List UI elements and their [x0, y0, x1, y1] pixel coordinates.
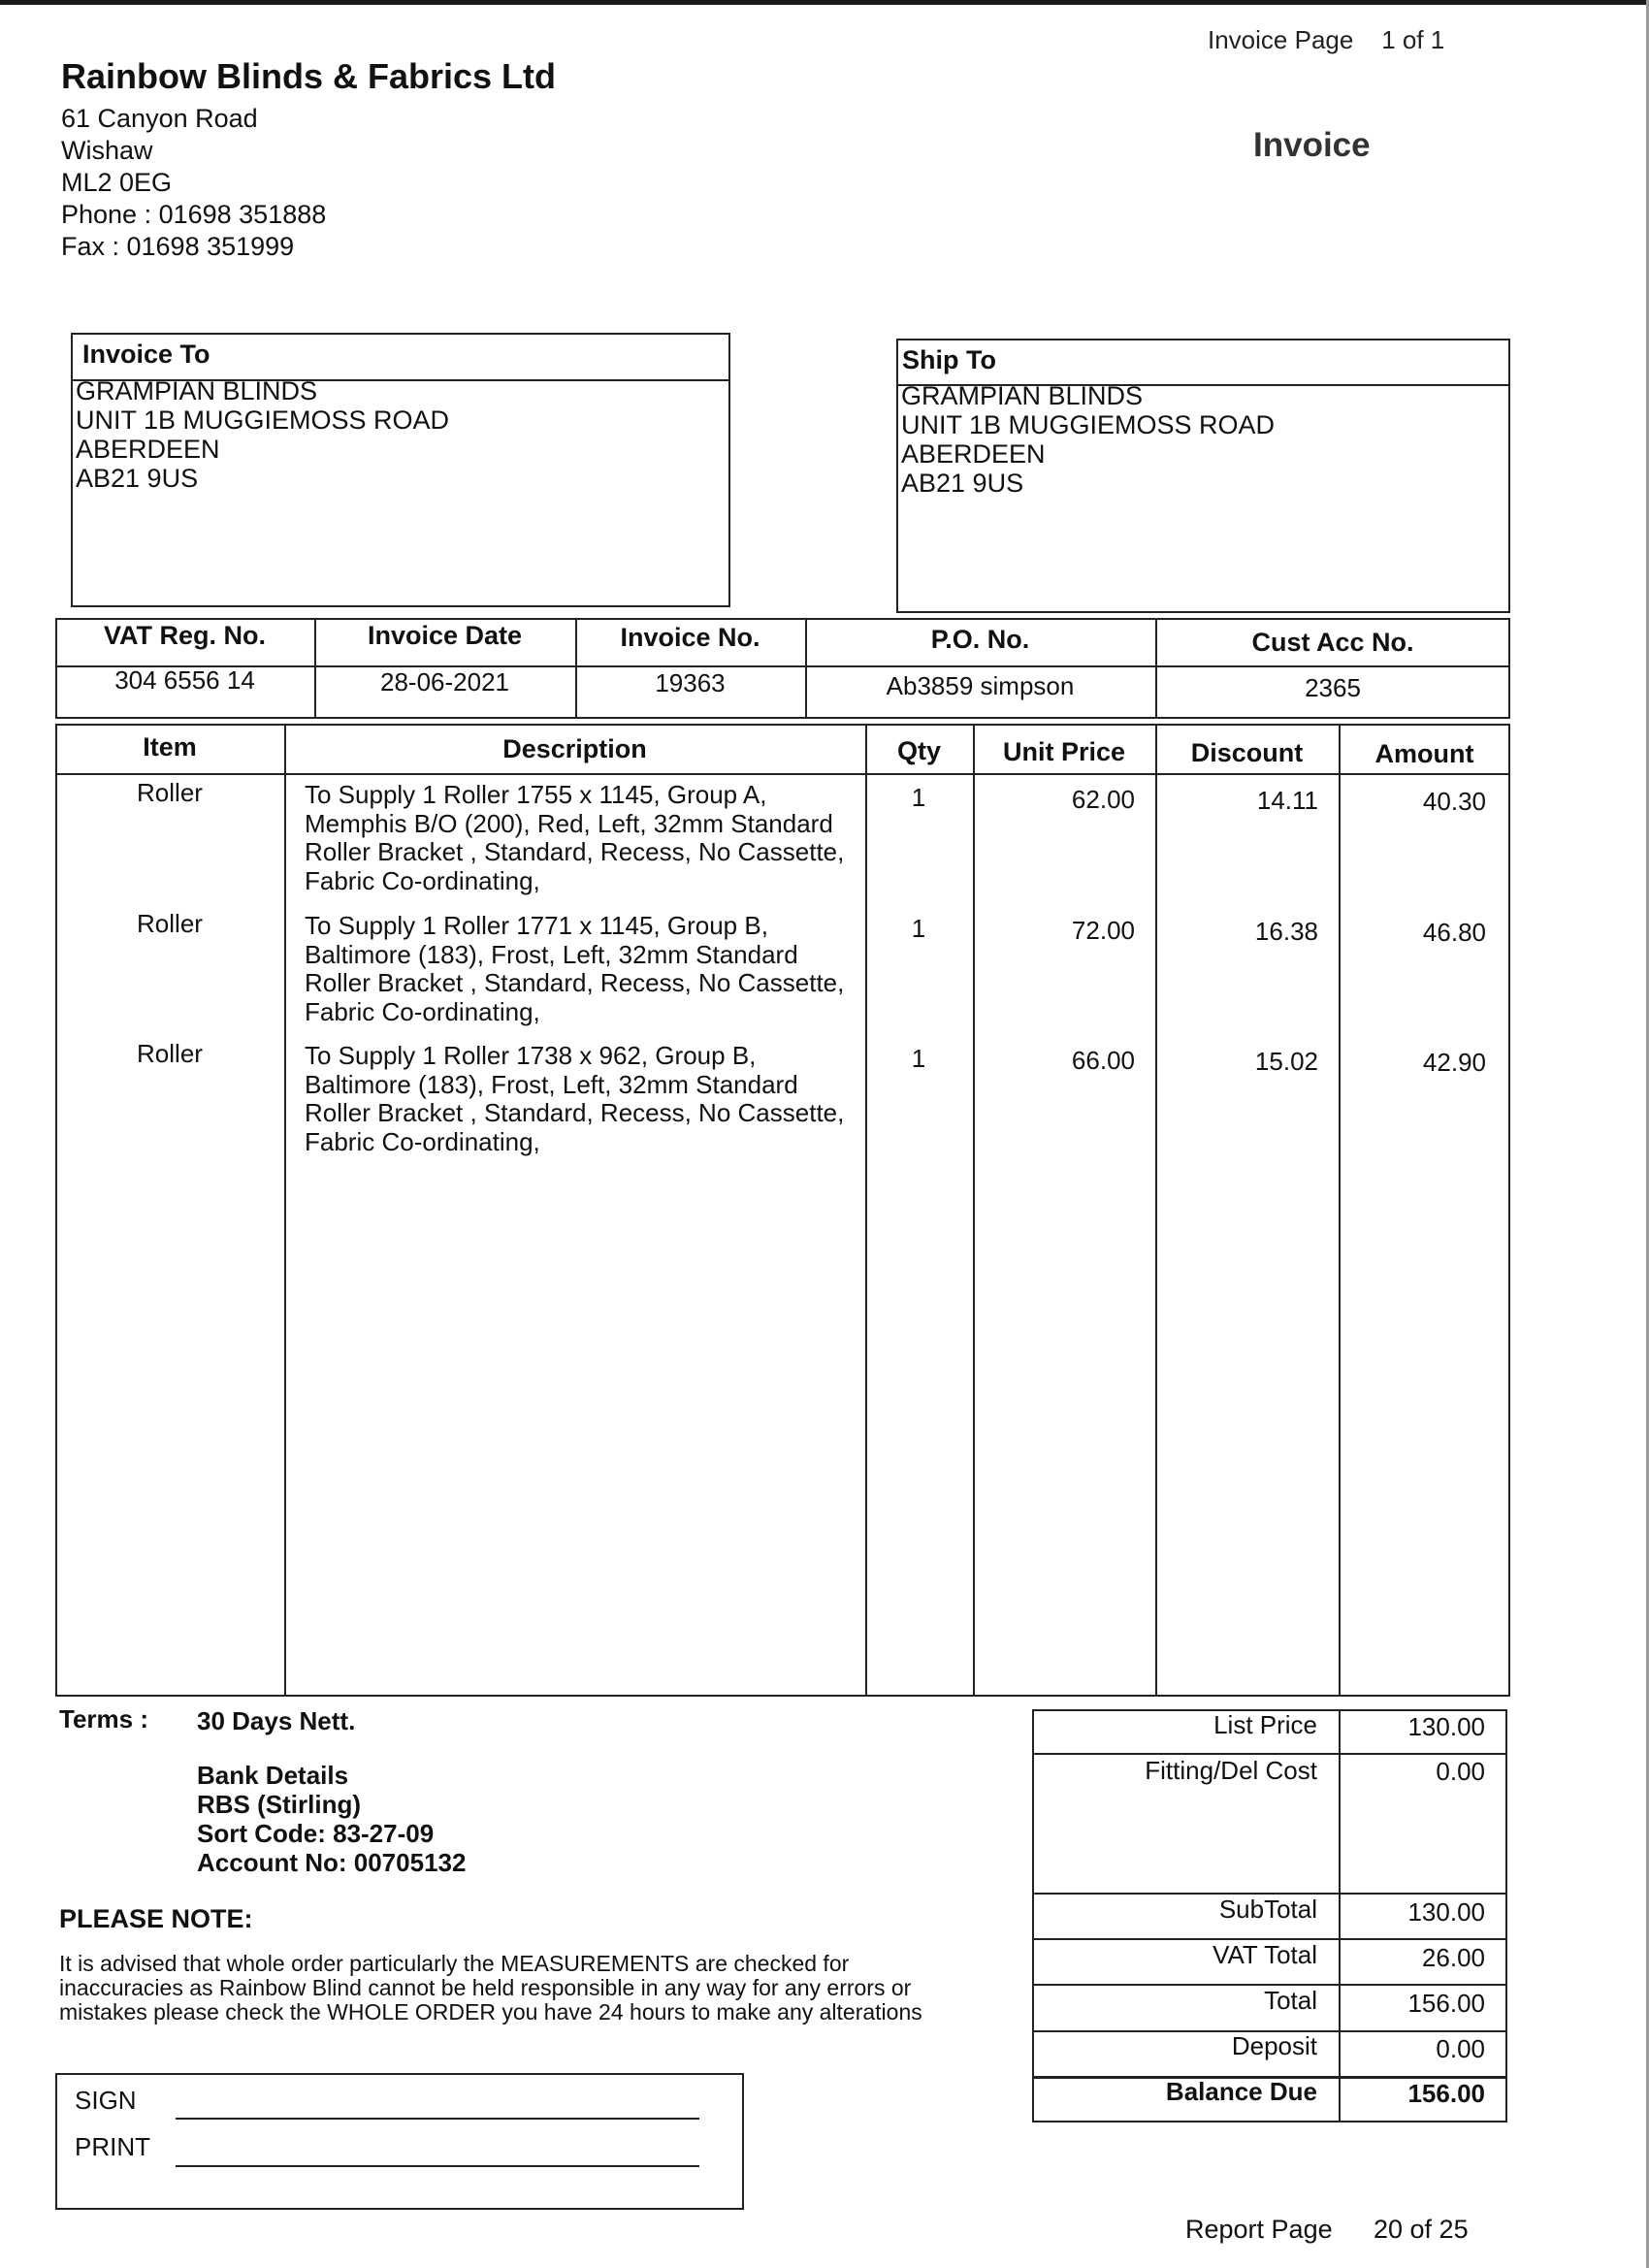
- bank-details-title: Bank Details: [197, 1761, 349, 1790]
- items-header-qty: Qty: [896, 736, 941, 765]
- row-1-unit-price: 62.00: [1071, 785, 1135, 814]
- vat-total-value: 26.00: [1421, 1943, 1485, 1972]
- meta-value-cust-acc: 2365: [1305, 673, 1361, 702]
- balance-due-label: Balance Due: [1165, 2077, 1317, 2106]
- meta-header-invoice-date: Invoice Date: [367, 621, 523, 650]
- total-label: Total: [1264, 1986, 1317, 2015]
- deposit-value: 0.00: [1436, 2034, 1485, 2063]
- report-page-label: Report Page: [1185, 2215, 1333, 2244]
- row-3-amount: 42.90: [1422, 1048, 1486, 1077]
- invoice-to-label: Invoice To: [82, 340, 210, 369]
- bank-account-no: Account No: 00705132: [197, 1848, 467, 1877]
- bank-name: RBS (Stirling): [197, 1790, 361, 1819]
- print-label: PRINT: [75, 2132, 150, 2161]
- row-2-description: To Supply 1 Roller 1771 x 1145, Group B, Baltimore (183), Frost, Left, 32mm Standard Roller Bracket , Standard, Recess, No Cassette, Fabric Co-ordinating,: [305, 911, 845, 1026]
- report-page-value: 20 of 25: [1374, 2215, 1469, 2244]
- company-address-line-1: 61 Canyon Road: [61, 104, 258, 133]
- fitting-value: 0.00: [1436, 1757, 1485, 1786]
- row-3-discount: 15.02: [1254, 1047, 1318, 1076]
- meta-value-po-no: Ab3859 simpson: [886, 671, 1075, 700]
- company-fax: Fax : 01698 351999: [61, 232, 295, 261]
- row-2-discount: 16.38: [1254, 917, 1318, 946]
- meta-value-invoice-no: 19363: [655, 668, 726, 697]
- print-line[interactable]: [176, 2165, 699, 2167]
- meta-value-invoice-date: 28-06-2021: [380, 667, 509, 697]
- row-1-discount: 14.11: [1256, 786, 1318, 815]
- company-address-line-2: Wishaw: [61, 136, 153, 165]
- invoice-to-line-3: ABERDEEN: [76, 435, 220, 464]
- ship-to-line-4: AB21 9US: [901, 469, 1024, 498]
- list-price-label: List Price: [1213, 1710, 1317, 1739]
- total-value: 156.00: [1407, 1989, 1485, 2018]
- row-2-item: Roller: [137, 909, 203, 938]
- row-2-amount: 46.80: [1422, 918, 1486, 947]
- meta-header-po-no: P.O. No.: [930, 625, 1030, 654]
- invoice-to-line-2: UNIT 1B MUGGIEMOSS ROAD: [76, 405, 450, 435]
- row-2-unit-price: 72.00: [1071, 916, 1135, 945]
- signature-box: [55, 2073, 744, 2210]
- fitting-label: Fitting/Del Cost: [1145, 1756, 1317, 1785]
- invoice-to-line-1: GRAMPIAN BLINDS: [76, 376, 318, 405]
- row-3-qty: 1: [911, 1044, 926, 1073]
- list-price-value: 130.00: [1407, 1712, 1485, 1741]
- meta-header-cust-acc: Cust Acc No.: [1251, 628, 1414, 657]
- sign-label: SIGN: [75, 2086, 137, 2115]
- terms-label: Terms :: [59, 1704, 148, 1733]
- sign-line[interactable]: [176, 2118, 699, 2120]
- row-3-item: Roller: [137, 1039, 203, 1068]
- please-note-line-3: mistakes please check the WHOLE ORDER you have 24 hours to make any alterations: [59, 1999, 922, 2025]
- row-1-description: To Supply 1 Roller 1755 x 1145, Group A, Memphis B/O (200), Red, Left, 32mm Standard Roller Bracket , Standard, Recess, No Cassette, Fabric Co-ordinating,: [305, 780, 845, 895]
- meta-value-vat-reg: 304 6556 14: [114, 665, 255, 695]
- ship-to-label: Ship To: [902, 345, 996, 374]
- items-header-amount: Amount: [1374, 739, 1474, 768]
- terms-value: 30 Days Nett.: [197, 1706, 356, 1735]
- deposit-label: Deposit: [1231, 2031, 1317, 2060]
- items-header-discount: Discount: [1190, 738, 1304, 767]
- company-name: Rainbow Blinds & Fabrics Ltd: [61, 56, 557, 96]
- top-page-indicator: Invoice Page 1 of 1: [1208, 27, 1445, 54]
- document-title: Invoice: [1253, 126, 1371, 164]
- items-header-item: Item: [143, 732, 197, 761]
- please-note-line-2: inaccuracies as Rainbow Blind cannot be held responsible in any way for any errors or: [59, 1975, 912, 2000]
- bank-sort-code: Sort Code: 83-27-09: [197, 1819, 435, 1848]
- company-address-line-3: ML2 0EG: [61, 168, 173, 197]
- items-header-description: Description: [502, 734, 647, 763]
- invoice-to-line-4: AB21 9US: [76, 464, 199, 493]
- ship-to-line-2: UNIT 1B MUGGIEMOSS ROAD: [901, 410, 1276, 439]
- vat-total-label: VAT Total: [1212, 1940, 1317, 1969]
- please-note-line-1: It is advised that whole order particularly the MEASUREMENTS are checked for: [59, 1951, 850, 1976]
- company-phone: Phone : 01698 351888: [61, 200, 327, 229]
- subtotal-label: SubTotal: [1218, 1895, 1317, 1924]
- ship-to-line-1: GRAMPIAN BLINDS: [901, 381, 1144, 410]
- please-note-title: PLEASE NOTE:: [59, 1904, 253, 1933]
- row-2-qty: 1: [911, 914, 926, 943]
- meta-header-invoice-no: Invoice No.: [620, 623, 760, 652]
- ship-to-line-3: ABERDEEN: [901, 439, 1046, 469]
- scan-top-edge: [0, 0, 1649, 5]
- row-3-unit-price: 66.00: [1071, 1046, 1135, 1075]
- subtotal-value: 130.00: [1407, 1897, 1485, 1927]
- row-1-item: Roller: [137, 778, 203, 807]
- items-header-unit-price: Unit Price: [1002, 737, 1126, 766]
- meta-header-vat-reg: VAT Reg. No.: [104, 621, 266, 650]
- row-3-description: To Supply 1 Roller 1738 x 962, Group B, Baltimore (183), Frost, Left, 32mm Standard Roller Bracket , Standard, Recess, No Cassette, Fabric Co-ordinating,: [305, 1041, 845, 1156]
- balance-due-value: 156.00: [1407, 2079, 1485, 2108]
- row-1-qty: 1: [911, 783, 926, 812]
- row-1-amount: 40.30: [1422, 787, 1486, 816]
